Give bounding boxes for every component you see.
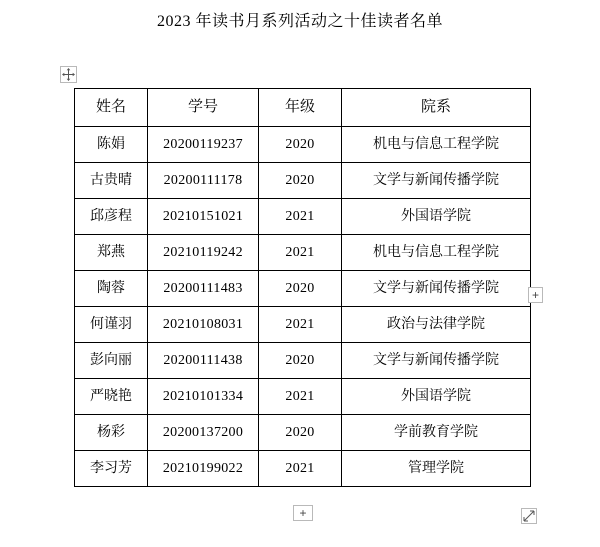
table-row[interactable] bbox=[75, 127, 531, 163]
cell-student-id: 20210199022 bbox=[148, 451, 259, 487]
cell-student-id: 20210108031 bbox=[148, 307, 259, 343]
reader-list-table-wrap bbox=[74, 88, 526, 487]
table-row[interactable] bbox=[75, 451, 531, 487]
table-resize-handle[interactable] bbox=[521, 508, 537, 524]
cell-grade: 2020 bbox=[259, 271, 342, 307]
cell-student-id: 20210151021 bbox=[148, 199, 259, 235]
cell-name: 杨彩 bbox=[75, 415, 148, 451]
column-header-department: 院系 bbox=[342, 89, 531, 127]
cell-grade: 2021 bbox=[259, 199, 342, 235]
cell-name: 邱彦程 bbox=[75, 199, 148, 235]
cell-name: 郑燕 bbox=[75, 235, 148, 271]
cell-department: 外国语学院 bbox=[342, 379, 531, 415]
column-header-grade: 年级 bbox=[259, 89, 342, 127]
table-body bbox=[75, 127, 531, 487]
cell-grade: 2020 bbox=[259, 343, 342, 379]
table-row[interactable] bbox=[75, 163, 531, 199]
cell-grade: 2020 bbox=[259, 163, 342, 199]
cell-department: 机电与信息工程学院 bbox=[342, 235, 531, 271]
cell-grade: 2020 bbox=[259, 415, 342, 451]
page-title: 2023 年读书月系列活动之十佳读者名单 bbox=[156, 13, 443, 30]
cell-grade: 2021 bbox=[259, 451, 342, 487]
cell-student-id: 20200111438 bbox=[148, 343, 259, 379]
cell-name: 古贵晴 bbox=[75, 163, 148, 199]
cell-grade: 2021 bbox=[259, 379, 342, 415]
cell-student-id: 20200111178 bbox=[148, 163, 259, 199]
column-header-name: 姓名 bbox=[75, 89, 148, 127]
cell-name: 彭向丽 bbox=[75, 343, 148, 379]
cell-grade: 2021 bbox=[259, 235, 342, 271]
cell-student-id: 20200111483 bbox=[148, 271, 259, 307]
cell-department: 外国语学院 bbox=[342, 199, 531, 235]
reader-list-table[interactable] bbox=[74, 88, 531, 487]
cell-student-id: 20210119242 bbox=[148, 235, 259, 271]
cell-department: 文学与新闻传播学院 bbox=[342, 343, 531, 379]
table-row[interactable] bbox=[75, 307, 531, 343]
cell-department: 机电与信息工程学院 bbox=[342, 127, 531, 163]
add-column-button[interactable]: + bbox=[528, 287, 543, 303]
table-row[interactable] bbox=[75, 235, 531, 271]
cell-grade: 2020 bbox=[259, 127, 342, 163]
cell-student-id: 20200137200 bbox=[148, 415, 259, 451]
cell-department: 文学与新闻传播学院 bbox=[342, 271, 531, 307]
cell-name: 李习芳 bbox=[75, 451, 148, 487]
column-header-student-id: 学号 bbox=[148, 89, 259, 127]
table-row[interactable] bbox=[75, 415, 531, 451]
table-row[interactable] bbox=[75, 199, 531, 235]
cell-name: 何谨羽 bbox=[75, 307, 148, 343]
cell-name: 严晓艳 bbox=[75, 379, 148, 415]
cell-department: 管理学院 bbox=[342, 451, 531, 487]
cell-grade: 2021 bbox=[259, 307, 342, 343]
table-header-row bbox=[75, 89, 531, 127]
cell-department: 文学与新闻传播学院 bbox=[342, 163, 531, 199]
table-row[interactable] bbox=[75, 379, 531, 415]
table-move-handle[interactable] bbox=[60, 66, 77, 83]
cell-name: 陶蓉 bbox=[75, 271, 148, 307]
table-row[interactable] bbox=[75, 271, 531, 307]
cell-name: 陈娟 bbox=[75, 127, 148, 163]
table-row[interactable] bbox=[75, 343, 531, 379]
cell-student-id: 20200119237 bbox=[148, 127, 259, 163]
cell-department: 政治与法律学院 bbox=[342, 307, 531, 343]
cell-department: 学前教育学院 bbox=[342, 415, 531, 451]
add-row-button[interactable]: + bbox=[293, 505, 313, 521]
cell-student-id: 20210101334 bbox=[148, 379, 259, 415]
